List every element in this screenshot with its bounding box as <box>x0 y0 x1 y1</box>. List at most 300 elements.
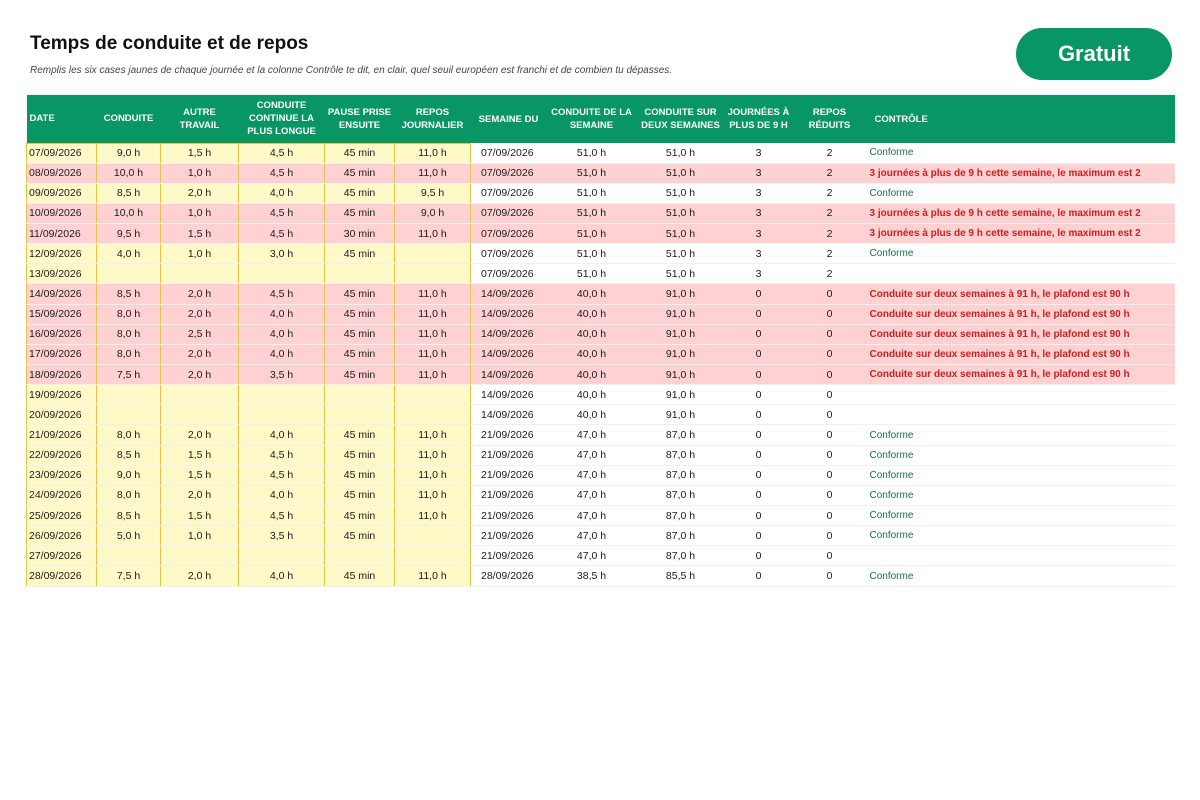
table-row <box>27 566 1175 586</box>
semaine-du-cell: 14/09/2026 <box>471 304 547 324</box>
date-cell[interactable]: 21/09/2026 <box>27 425 97 445</box>
table-row <box>27 203 1175 223</box>
repos-journalier-input[interactable]: 11,0 h <box>395 284 471 304</box>
controle-cell <box>867 385 1175 405</box>
pause-input[interactable]: 45 min <box>325 143 395 163</box>
conduite-continue-input[interactable]: 3,0 h <box>239 244 325 264</box>
conduite-input[interactable]: 8,0 h <box>97 344 161 364</box>
repos-reduits-cell: 0 <box>793 526 867 546</box>
journees-plus-9h-cell: 3 <box>725 244 793 264</box>
autre-travail-input[interactable]: 2,0 h <box>161 425 239 445</box>
repos-journalier-input[interactable]: 11,0 h <box>395 143 471 163</box>
semaine-du-cell: 14/09/2026 <box>471 344 547 364</box>
semaine-du-cell: 21/09/2026 <box>471 465 547 485</box>
date-cell[interactable]: 27/09/2026 <box>27 546 97 566</box>
repos-reduits-cell: 0 <box>793 405 867 425</box>
conduite-continue-input[interactable]: 4,5 h <box>239 506 325 526</box>
conduite-input[interactable] <box>97 405 161 425</box>
col-header-repos-reduits: REPOS RÉDUITS <box>793 95 867 143</box>
journees-plus-9h-cell: 0 <box>725 465 793 485</box>
conduite-continue-input[interactable]: 4,0 h <box>239 304 325 324</box>
repos-reduits-cell: 0 <box>793 506 867 526</box>
controle-cell: Conduite sur deux semaines à 91 h, le plafond est 90 h <box>867 304 1175 324</box>
repos-reduits-cell: 2 <box>793 163 867 183</box>
date-cell[interactable]: 13/09/2026 <box>27 264 97 284</box>
journees-plus-9h-cell: 0 <box>725 324 793 344</box>
autre-travail-input[interactable]: 1,5 h <box>161 143 239 163</box>
repos-journalier-input[interactable]: 11,0 h <box>395 425 471 445</box>
semaine-du-cell: 07/09/2026 <box>471 183 547 203</box>
table-row <box>27 365 1175 385</box>
autre-travail-input[interactable]: 1,0 h <box>161 163 239 183</box>
pause-input[interactable]: 45 min <box>325 365 395 385</box>
table-row <box>27 445 1175 465</box>
repos-journalier-input[interactable] <box>395 385 471 405</box>
repos-journalier-input[interactable]: 11,0 h <box>395 465 471 485</box>
conduite-continue-input[interactable]: 4,5 h <box>239 143 325 163</box>
autre-travail-input[interactable]: 1,0 h <box>161 203 239 223</box>
repos-reduits-cell: 0 <box>793 324 867 344</box>
conduite-input[interactable] <box>97 546 161 566</box>
conduite-input[interactable]: 8,5 h <box>97 183 161 203</box>
repos-journalier-input[interactable] <box>395 405 471 425</box>
conduite-continue-input[interactable]: 4,0 h <box>239 344 325 364</box>
conduite-deux-semaines-cell: 51,0 h <box>637 203 725 223</box>
conduite-continue-input[interactable]: 4,0 h <box>239 566 325 586</box>
col-header-conduite-continue: CONDUITE CONTINUE LA PLUS LONGUE <box>239 95 325 143</box>
journees-plus-9h-cell: 0 <box>725 566 793 586</box>
journees-plus-9h-cell: 0 <box>725 304 793 324</box>
conduite-input[interactable] <box>97 264 161 284</box>
conduite-input[interactable]: 8,0 h <box>97 425 161 445</box>
pause-input[interactable]: 45 min <box>325 284 395 304</box>
repos-reduits-cell: 2 <box>793 264 867 284</box>
pause-input[interactable]: 45 min <box>325 485 395 505</box>
repos-reduits-cell: 0 <box>793 425 867 445</box>
table-row <box>27 385 1175 405</box>
table-row <box>27 264 1175 284</box>
repos-journalier-input[interactable]: 9,5 h <box>395 183 471 203</box>
pause-input[interactable]: 45 min <box>325 526 395 546</box>
semaine-du-cell: 21/09/2026 <box>471 445 547 465</box>
journees-plus-9h-cell: 0 <box>725 365 793 385</box>
controle-cell: Conforme <box>867 465 1175 485</box>
conduite-input[interactable]: 7,5 h <box>97 566 161 586</box>
conduite-semaine-cell: 40,0 h <box>547 284 637 304</box>
controle-cell: 3 journées à plus de 9 h cette semaine, le maximum est 2 <box>867 203 1175 223</box>
conduite-semaine-cell: 40,0 h <box>547 324 637 344</box>
repos-journalier-input[interactable]: 11,0 h <box>395 485 471 505</box>
date-cell[interactable]: 24/09/2026 <box>27 485 97 505</box>
conduite-continue-input[interactable]: 3,5 h <box>239 365 325 385</box>
semaine-du-cell: 21/09/2026 <box>471 526 547 546</box>
autre-travail-input[interactable]: 2,0 h <box>161 365 239 385</box>
conduite-input[interactable] <box>97 385 161 405</box>
conduite-semaine-cell: 47,0 h <box>547 506 637 526</box>
controle-cell: Conduite sur deux semaines à 91 h, le plafond est 90 h <box>867 324 1175 344</box>
repos-reduits-cell: 2 <box>793 244 867 264</box>
repos-reduits-cell: 0 <box>793 485 867 505</box>
col-header-repos-journalier: REPOS JOURNALIER <box>395 95 471 143</box>
semaine-du-cell: 07/09/2026 <box>471 264 547 284</box>
conduite-continue-input[interactable]: 4,5 h <box>239 163 325 183</box>
conduite-deux-semaines-cell: 91,0 h <box>637 405 725 425</box>
date-cell[interactable]: 25/09/2026 <box>27 506 97 526</box>
conduite-continue-input[interactable] <box>239 405 325 425</box>
conduite-continue-input[interactable]: 4,5 h <box>239 445 325 465</box>
conduite-semaine-cell: 51,0 h <box>547 163 637 183</box>
semaine-du-cell: 07/09/2026 <box>471 163 547 183</box>
controle-cell: Conforme <box>867 143 1175 163</box>
controle-cell: Conforme <box>867 485 1175 505</box>
pause-input[interactable] <box>325 405 395 425</box>
conduite-deux-semaines-cell: 51,0 h <box>637 163 725 183</box>
repos-reduits-cell: 2 <box>793 183 867 203</box>
semaine-du-cell: 14/09/2026 <box>471 284 547 304</box>
date-cell[interactable]: 18/09/2026 <box>27 365 97 385</box>
conduite-continue-input[interactable]: 3,5 h <box>239 526 325 546</box>
pause-input[interactable]: 45 min <box>325 203 395 223</box>
col-header-pause: PAUSE PRISE ENSUITE <box>325 95 395 143</box>
date-cell[interactable]: 12/09/2026 <box>27 244 97 264</box>
conduite-semaine-cell: 47,0 h <box>547 425 637 445</box>
conduite-deux-semaines-cell: 51,0 h <box>637 224 725 244</box>
journees-plus-9h-cell: 0 <box>725 485 793 505</box>
conduite-semaine-cell: 38,5 h <box>547 566 637 586</box>
conduite-semaine-cell: 47,0 h <box>547 445 637 465</box>
journees-plus-9h-cell: 3 <box>725 163 793 183</box>
conduite-semaine-cell: 51,0 h <box>547 203 637 223</box>
pause-input[interactable]: 45 min <box>325 425 395 445</box>
conduite-semaine-cell: 51,0 h <box>547 143 637 163</box>
table-row <box>27 183 1175 203</box>
conduite-input[interactable]: 4,0 h <box>97 244 161 264</box>
driving-time-table <box>26 95 1175 587</box>
autre-travail-input[interactable]: 2,0 h <box>161 566 239 586</box>
autre-travail-input[interactable]: 1,5 h <box>161 224 239 244</box>
table-header-row <box>27 95 1175 143</box>
pause-input[interactable]: 45 min <box>325 566 395 586</box>
autre-travail-input[interactable] <box>161 385 239 405</box>
repos-journalier-input[interactable] <box>395 244 471 264</box>
repos-reduits-cell: 0 <box>793 385 867 405</box>
repos-journalier-input[interactable]: 11,0 h <box>395 344 471 364</box>
table-row <box>27 546 1175 566</box>
conduite-continue-input[interactable]: 4,5 h <box>239 224 325 244</box>
conduite-input[interactable]: 10,0 h <box>97 163 161 183</box>
date-cell[interactable]: 17/09/2026 <box>27 344 97 364</box>
table-row <box>27 526 1175 546</box>
autre-travail-input[interactable]: 1,0 h <box>161 244 239 264</box>
repos-journalier-input[interactable]: 11,0 h <box>395 445 471 465</box>
repos-journalier-input[interactable]: 9,0 h <box>395 203 471 223</box>
controle-cell <box>867 264 1175 284</box>
repos-journalier-input[interactable]: 11,0 h <box>395 566 471 586</box>
pause-input[interactable]: 45 min <box>325 465 395 485</box>
conduite-input[interactable]: 9,5 h <box>97 224 161 244</box>
table-row <box>27 344 1175 364</box>
pause-input[interactable]: 45 min <box>325 163 395 183</box>
autre-travail-input[interactable]: 1,5 h <box>161 465 239 485</box>
conduite-semaine-cell: 51,0 h <box>547 264 637 284</box>
semaine-du-cell: 07/09/2026 <box>471 143 547 163</box>
date-cell[interactable]: 19/09/2026 <box>27 385 97 405</box>
semaine-du-cell: 07/09/2026 <box>471 203 547 223</box>
date-cell[interactable]: 07/09/2026 <box>27 143 97 163</box>
table-row <box>27 324 1175 344</box>
controle-cell: Conforme <box>867 506 1175 526</box>
conduite-deux-semaines-cell: 51,0 h <box>637 264 725 284</box>
journees-plus-9h-cell: 0 <box>725 385 793 405</box>
conduite-input[interactable]: 8,0 h <box>97 485 161 505</box>
conduite-semaine-cell: 47,0 h <box>547 485 637 505</box>
controle-cell: Conforme <box>867 183 1175 203</box>
autre-travail-input[interactable]: 1,5 h <box>161 445 239 465</box>
table-row <box>27 244 1175 264</box>
conduite-continue-input[interactable]: 4,5 h <box>239 284 325 304</box>
conduite-semaine-cell: 51,0 h <box>547 244 637 264</box>
col-header-controle: CONTRÔLE <box>867 95 1175 143</box>
conduite-semaine-cell: 40,0 h <box>547 304 637 324</box>
autre-travail-input[interactable]: 1,5 h <box>161 506 239 526</box>
pause-input[interactable]: 45 min <box>325 344 395 364</box>
date-cell[interactable]: 16/09/2026 <box>27 324 97 344</box>
controle-cell: Conduite sur deux semaines à 91 h, le plafond est 90 h <box>867 344 1175 364</box>
repos-reduits-cell: 0 <box>793 465 867 485</box>
conduite-input[interactable]: 5,0 h <box>97 526 161 546</box>
conduite-continue-input[interactable]: 4,5 h <box>239 465 325 485</box>
date-cell[interactable]: 28/09/2026 <box>27 566 97 586</box>
conduite-continue-input[interactable] <box>239 264 325 284</box>
journees-plus-9h-cell: 0 <box>725 526 793 546</box>
controle-cell: Conforme <box>867 244 1175 264</box>
semaine-du-cell: 14/09/2026 <box>471 385 547 405</box>
conduite-input[interactable]: 9,0 h <box>97 465 161 485</box>
conduite-semaine-cell: 51,0 h <box>547 224 637 244</box>
controle-cell <box>867 546 1175 566</box>
repos-journalier-input[interactable]: 11,0 h <box>395 224 471 244</box>
date-cell[interactable]: 09/09/2026 <box>27 183 97 203</box>
date-cell[interactable]: 23/09/2026 <box>27 465 97 485</box>
journees-plus-9h-cell: 0 <box>725 506 793 526</box>
table-row <box>27 143 1175 163</box>
conduite-deux-semaines-cell: 51,0 h <box>637 183 725 203</box>
controle-cell: 3 journées à plus de 9 h cette semaine, le maximum est 2 <box>867 163 1175 183</box>
journees-plus-9h-cell: 3 <box>725 143 793 163</box>
conduite-continue-input[interactable]: 4,0 h <box>239 183 325 203</box>
repos-journalier-input[interactable] <box>395 546 471 566</box>
conduite-deux-semaines-cell: 91,0 h <box>637 385 725 405</box>
conduite-input[interactable]: 8,0 h <box>97 324 161 344</box>
autre-travail-input[interactable] <box>161 405 239 425</box>
conduite-semaine-cell: 51,0 h <box>547 183 637 203</box>
conduite-continue-input[interactable]: 4,0 h <box>239 425 325 445</box>
conduite-deux-semaines-cell: 91,0 h <box>637 284 725 304</box>
conduite-semaine-cell: 40,0 h <box>547 405 637 425</box>
repos-reduits-cell: 0 <box>793 344 867 364</box>
repos-journalier-input[interactable]: 11,0 h <box>395 324 471 344</box>
semaine-du-cell: 21/09/2026 <box>471 546 547 566</box>
pause-input[interactable]: 45 min <box>325 304 395 324</box>
table-row <box>27 163 1175 183</box>
semaine-du-cell: 28/09/2026 <box>471 566 547 586</box>
conduite-deux-semaines-cell: 87,0 h <box>637 465 725 485</box>
autre-travail-input[interactable]: 2,0 h <box>161 284 239 304</box>
controle-cell: Conduite sur deux semaines à 91 h, le plafond est 90 h <box>867 365 1175 385</box>
col-header-autre-travail: AUTRE TRAVAIL <box>161 95 239 143</box>
conduite-deux-semaines-cell: 87,0 h <box>637 425 725 445</box>
conduite-input[interactable]: 8,5 h <box>97 506 161 526</box>
pause-input[interactable]: 45 min <box>325 445 395 465</box>
conduite-continue-input[interactable]: 4,0 h <box>239 485 325 505</box>
controle-cell: Conforme <box>867 566 1175 586</box>
semaine-du-cell: 21/09/2026 <box>471 506 547 526</box>
journees-plus-9h-cell: 0 <box>725 284 793 304</box>
conduite-input[interactable]: 9,0 h <box>97 143 161 163</box>
journees-plus-9h-cell: 0 <box>725 344 793 364</box>
semaine-du-cell: 14/09/2026 <box>471 324 547 344</box>
repos-journalier-input[interactable]: 11,0 h <box>395 365 471 385</box>
repos-reduits-cell: 2 <box>793 203 867 223</box>
conduite-deux-semaines-cell: 87,0 h <box>637 546 725 566</box>
date-cell[interactable]: 08/09/2026 <box>27 163 97 183</box>
pause-input[interactable] <box>325 385 395 405</box>
conduite-semaine-cell: 40,0 h <box>547 365 637 385</box>
pause-input[interactable]: 45 min <box>325 183 395 203</box>
conduite-semaine-cell: 40,0 h <box>547 344 637 364</box>
page-subtitle: Remplis les six cases jaunes de chaque journée et la colonne Contrôle te dit, en clair, quel seuil européen est franchi et de combien tu dépasses. <box>30 65 673 76</box>
pause-input[interactable] <box>325 546 395 566</box>
repos-reduits-cell: 0 <box>793 566 867 586</box>
semaine-du-cell: 14/09/2026 <box>471 365 547 385</box>
autre-travail-input[interactable]: 2,0 h <box>161 485 239 505</box>
table-row <box>27 304 1175 324</box>
journees-plus-9h-cell: 0 <box>725 445 793 465</box>
conduite-semaine-cell: 40,0 h <box>547 385 637 405</box>
conduite-deux-semaines-cell: 51,0 h <box>637 244 725 264</box>
col-header-conduite: CONDUITE <box>97 95 161 143</box>
repos-reduits-cell: 0 <box>793 284 867 304</box>
date-cell[interactable]: 26/09/2026 <box>27 526 97 546</box>
semaine-du-cell: 07/09/2026 <box>471 244 547 264</box>
conduite-input[interactable]: 8,5 h <box>97 445 161 465</box>
semaine-du-cell: 21/09/2026 <box>471 425 547 445</box>
conduite-deux-semaines-cell: 51,0 h <box>637 143 725 163</box>
repos-reduits-cell: 2 <box>793 143 867 163</box>
controle-cell: Conforme <box>867 425 1175 445</box>
conduite-input[interactable]: 10,0 h <box>97 203 161 223</box>
autre-travail-input[interactable] <box>161 546 239 566</box>
conduite-input[interactable]: 8,5 h <box>97 284 161 304</box>
repos-reduits-cell: 2 <box>793 224 867 244</box>
autre-travail-input[interactable] <box>161 264 239 284</box>
pause-input[interactable] <box>325 264 395 284</box>
col-header-conduite-deux-semaines: CONDUITE SUR DEUX SEMAINES <box>637 95 725 143</box>
conduite-continue-input[interactable]: 4,0 h <box>239 324 325 344</box>
pause-input[interactable]: 45 min <box>325 506 395 526</box>
conduite-deux-semaines-cell: 85,5 h <box>637 566 725 586</box>
conduite-continue-input[interactable]: 4,5 h <box>239 203 325 223</box>
repos-journalier-input[interactable]: 11,0 h <box>395 163 471 183</box>
journees-plus-9h-cell: 3 <box>725 224 793 244</box>
controle-cell: Conduite sur deux semaines à 91 h, le plafond est 90 h <box>867 284 1175 304</box>
conduite-input[interactable]: 8,0 h <box>97 304 161 324</box>
autre-travail-input[interactable]: 2,0 h <box>161 304 239 324</box>
conduite-deux-semaines-cell: 87,0 h <box>637 506 725 526</box>
date-cell[interactable]: 10/09/2026 <box>27 203 97 223</box>
col-header-semaine-du: SEMAINE DU <box>471 95 547 143</box>
pause-input[interactable]: 45 min <box>325 244 395 264</box>
journees-plus-9h-cell: 0 <box>725 546 793 566</box>
table-row <box>27 485 1175 505</box>
date-cell[interactable]: 11/09/2026 <box>27 224 97 244</box>
journees-plus-9h-cell: 3 <box>725 203 793 223</box>
autre-travail-input[interactable]: 2,5 h <box>161 324 239 344</box>
conduite-deux-semaines-cell: 91,0 h <box>637 324 725 344</box>
conduite-semaine-cell: 47,0 h <box>547 526 637 546</box>
conduite-input[interactable]: 7,5 h <box>97 365 161 385</box>
repos-reduits-cell: 0 <box>793 546 867 566</box>
page-title: Temps de conduite et de repos <box>30 33 309 54</box>
repos-journalier-input[interactable]: 11,0 h <box>395 506 471 526</box>
gratuit-badge-button[interactable]: Gratuit <box>1016 28 1172 80</box>
table-row <box>27 284 1175 304</box>
repos-reduits-cell: 0 <box>793 304 867 324</box>
table-row <box>27 224 1175 244</box>
date-cell[interactable]: 15/09/2026 <box>27 304 97 324</box>
table-row <box>27 405 1175 425</box>
autre-travail-input[interactable]: 2,0 h <box>161 344 239 364</box>
conduite-deux-semaines-cell: 87,0 h <box>637 485 725 505</box>
conduite-continue-input[interactable] <box>239 385 325 405</box>
conduite-continue-input[interactable] <box>239 546 325 566</box>
semaine-du-cell: 14/09/2026 <box>471 405 547 425</box>
repos-journalier-input[interactable] <box>395 264 471 284</box>
repos-reduits-cell: 0 <box>793 365 867 385</box>
pause-input[interactable]: 30 min <box>325 224 395 244</box>
journees-plus-9h-cell: 0 <box>725 425 793 445</box>
date-cell[interactable]: 20/09/2026 <box>27 405 97 425</box>
journees-plus-9h-cell: 0 <box>725 405 793 425</box>
col-header-date: DATE <box>27 95 97 143</box>
journees-plus-9h-cell: 3 <box>725 264 793 284</box>
autre-travail-input[interactable]: 1,0 h <box>161 526 239 546</box>
conduite-deux-semaines-cell: 87,0 h <box>637 445 725 465</box>
autre-travail-input[interactable]: 2,0 h <box>161 183 239 203</box>
conduite-deux-semaines-cell: 87,0 h <box>637 526 725 546</box>
controle-cell <box>867 405 1175 425</box>
table-row <box>27 425 1175 445</box>
pause-input[interactable]: 45 min <box>325 324 395 344</box>
controle-cell: 3 journées à plus de 9 h cette semaine, le maximum est 2 <box>867 224 1175 244</box>
date-cell[interactable]: 22/09/2026 <box>27 445 97 465</box>
controle-cell: Conforme <box>867 445 1175 465</box>
col-header-journees-plus-9h: JOURNÉES À PLUS DE 9 H <box>725 95 793 143</box>
col-header-conduite-semaine: CONDUITE DE LA SEMAINE <box>547 95 637 143</box>
conduite-deux-semaines-cell: 91,0 h <box>637 365 725 385</box>
controle-cell: Conforme <box>867 526 1175 546</box>
semaine-du-cell: 07/09/2026 <box>471 224 547 244</box>
conduite-deux-semaines-cell: 91,0 h <box>637 344 725 364</box>
journees-plus-9h-cell: 3 <box>725 183 793 203</box>
repos-journalier-input[interactable]: 11,0 h <box>395 304 471 324</box>
conduite-deux-semaines-cell: 91,0 h <box>637 304 725 324</box>
repos-journalier-input[interactable] <box>395 526 471 546</box>
conduite-semaine-cell: 47,0 h <box>547 546 637 566</box>
table-row <box>27 465 1175 485</box>
conduite-semaine-cell: 47,0 h <box>547 465 637 485</box>
date-cell[interactable]: 14/09/2026 <box>27 284 97 304</box>
